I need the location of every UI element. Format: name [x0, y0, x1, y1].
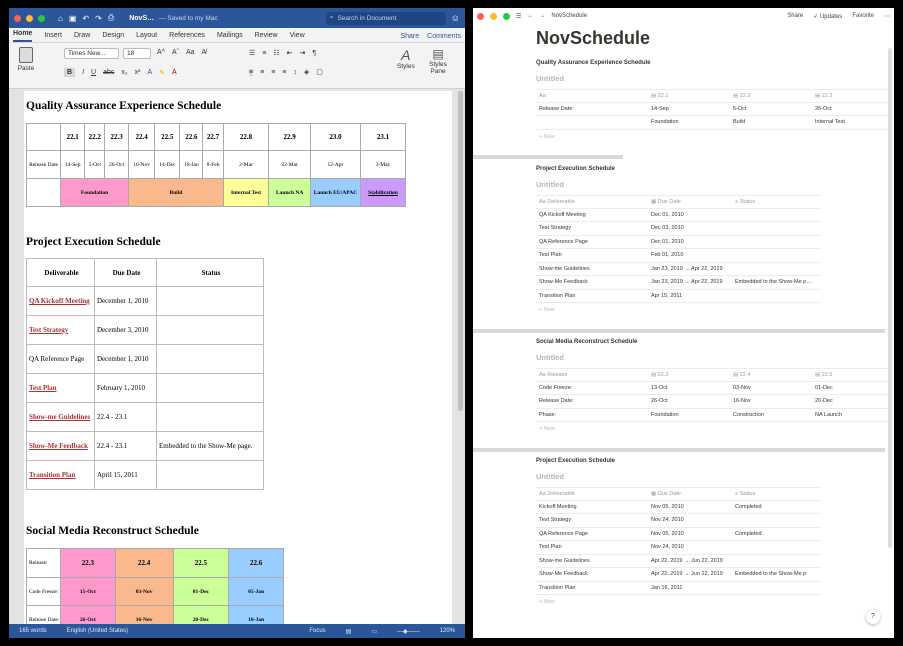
ribbon-tabs	[9, 28, 465, 43]
table-row[interactable]: Test Plan Nov 24, 2010	[536, 541, 822, 555]
shrink-font-icon[interactable]: Aˇ	[171, 49, 179, 56]
database-heading[interactable]: Project Execution Schedule	[536, 166, 616, 172]
clipboard-icon	[19, 47, 33, 63]
table-row[interactable]: Show-Me Feedback Jan 23, 2019 → Apr 22, 2019 Embedded to the Show-Me p…	[536, 276, 822, 290]
align-center-icon[interactable]: ≡	[260, 68, 265, 76]
search-document-input[interactable]: ⌕ Search in Document	[326, 12, 446, 25]
project-database	[536, 166, 890, 317]
home-ribbon	[9, 43, 465, 89]
styles-button[interactable]: A Styles	[397, 47, 415, 70]
bullets-icon[interactable]: ☰	[249, 50, 256, 57]
italic-icon[interactable]: I	[82, 69, 85, 76]
tab-draw[interactable]: Draw	[73, 32, 91, 39]
tab-view[interactable]: View	[289, 32, 305, 39]
back-icon[interactable]: ←	[527, 13, 534, 19]
align-right-icon[interactable]: ≡	[271, 68, 276, 76]
document-area[interactable]	[9, 89, 465, 624]
web-layout-icon[interactable]: ▭	[371, 628, 378, 635]
account-icon[interactable]: ☺	[450, 13, 460, 23]
phase-launch-na: Launch NA	[269, 179, 311, 207]
zoom-window-button[interactable]	[503, 13, 510, 20]
table-row[interactable]: Code Freeze: 13-Oct 03-Nov 01-Dec	[536, 382, 890, 396]
table-row[interactable]: Show-Me Feedback Apr 22, 2019 → Jun 22, 2019 Embedded to the Show-Me p	[536, 568, 822, 582]
database-title[interactable]: Untitled	[536, 180, 564, 189]
styles-icon: A	[401, 47, 411, 63]
database-heading[interactable]: Project Execution Schedule	[536, 458, 616, 464]
paste-button[interactable]: Paste	[15, 47, 37, 75]
save-icon[interactable]: ▣	[68, 13, 77, 23]
table-row[interactable]: QA Reference Page Nov 05, 2010 Completed	[536, 528, 822, 542]
table-row[interactable]: Release Date: 14-Sep 5-Oct 26-Oct	[536, 103, 890, 117]
new-row-button[interactable]: + New	[539, 426, 555, 432]
phase-internal-test: Internal Test	[223, 179, 269, 207]
deliverable-link[interactable]: Transition Plan	[29, 471, 76, 479]
qa-schedule-table: 22.1 22.2 22.3 22.4 22.5 22.6 22.7 22.8 22.9 23.0 23.1 Release Date 14-Sep 5-Oct 26-Oct 16-Nov 14-Dec 18-Jan 8-Feb 2-Mar 22-Mar 12-Apr 3-May Foundation Build Internal Test Launch NA Launch EU/APAC Stabilization	[26, 123, 406, 207]
borders-icon[interactable]: ▢	[316, 69, 323, 76]
multilevel-list-icon[interactable]: ☷	[273, 50, 280, 57]
numbering-icon[interactable]: ≡	[262, 49, 267, 57]
notion-topbar	[473, 8, 894, 24]
table-row[interactable]: Show-me Guidelines Jan 23, 2019 → Apr 22, 2019	[536, 263, 822, 277]
table-row[interactable]: Transition Plan Apr 15, 2011	[536, 290, 822, 304]
forward-icon[interactable]: →	[539, 13, 546, 19]
qa-database	[536, 60, 890, 144]
styles-pane-button[interactable]: ▤ Styles Pane	[424, 47, 452, 75]
database-title[interactable]: Untitled	[536, 472, 564, 481]
comments-button[interactable]: Comments	[427, 33, 461, 40]
document-page[interactable]	[24, 91, 452, 624]
zoom-slider[interactable]: —◆——	[397, 628, 420, 635]
updates-button[interactable]: ✓ Updates	[813, 13, 843, 20]
underline-icon[interactable]: U	[91, 69, 97, 76]
table-row: QA Kickoff Meeting December 1, 2010	[27, 287, 264, 316]
database-title[interactable]: Untitled	[536, 74, 564, 83]
redo-icon[interactable]: ↷	[95, 13, 102, 23]
table-header: Aa Deliverable ▦ Due Date ≡ Status	[536, 487, 822, 501]
table-row[interactable]: Foundation Build Internal Test	[536, 116, 890, 130]
breadcrumb[interactable]: NovSchedule	[551, 13, 588, 19]
tab-references[interactable]: References	[169, 32, 205, 39]
tab-review[interactable]: Review	[254, 32, 278, 39]
language-status[interactable]: English (United States)	[66, 628, 129, 634]
table-header: Aa ▤ 22.1 ▤ 22.2 ▤ 22.3	[536, 89, 890, 103]
print-layout-icon[interactable]: ▤	[345, 628, 352, 635]
sidebar-toggle-icon[interactable]: ☰	[516, 13, 522, 20]
increase-indent-icon[interactable]: ⇥	[299, 50, 306, 57]
word-window	[9, 8, 465, 638]
favorite-button[interactable]: Favorite	[852, 12, 874, 19]
strikethrough-icon[interactable]: abc	[103, 69, 115, 76]
table-row[interactable]: Phase: Foundation Construction NA Launch	[536, 409, 890, 423]
notion-window	[473, 8, 894, 638]
horizontal-scrollbar[interactable]	[473, 448, 885, 452]
phase-foundation: Foundation	[61, 179, 129, 207]
new-row-button[interactable]: + New	[539, 599, 555, 605]
tab-mailings[interactable]: Mailings	[216, 32, 243, 39]
deliverable-link[interactable]: Test Plan	[29, 384, 57, 392]
new-row-button[interactable]: + New	[539, 133, 555, 140]
undo-icon[interactable]: ↶	[82, 13, 90, 23]
close-window-button[interactable]	[477, 13, 484, 20]
close-window-button[interactable]	[14, 15, 21, 22]
print-icon[interactable]: ⎙	[107, 13, 115, 22]
table-row[interactable]: QA Kickoff Meeting Dec 01, 2010	[536, 209, 822, 223]
shading-icon[interactable]: ◈	[303, 69, 310, 76]
table-row[interactable]: Test Strategy Dec 03, 2010	[536, 222, 822, 236]
help-button[interactable]: ?	[866, 610, 880, 624]
font-size-select[interactable]: 18	[123, 48, 151, 59]
highlight-icon[interactable]: ✎	[159, 69, 165, 77]
page-title[interactable]: NovSchedule	[536, 28, 651, 48]
qa-schedule-heading: Quality Assurance Experience Schedule	[26, 100, 222, 112]
deliverable-link[interactable]: QA Kickoff Meeting	[29, 297, 90, 305]
document-scrollbar[interactable]	[458, 91, 463, 411]
share-button[interactable]: Share	[400, 33, 420, 40]
table-row[interactable]: Transition Plan Jan 16, 2011	[536, 582, 822, 596]
database-heading[interactable]: Social Media Reconstruct Schedule	[536, 339, 638, 345]
bold-icon[interactable]: B	[64, 68, 75, 77]
table-row[interactable]: Release Date: 26-Oct 16-Nov 20-Dec	[536, 395, 890, 409]
table-row: Test Plan February 1, 2010	[27, 374, 264, 403]
project-heading: Project Execution Schedule	[26, 236, 161, 248]
tab-design[interactable]: Design	[102, 32, 125, 39]
database-title[interactable]: Untitled	[536, 353, 564, 362]
horizontal-scrollbar[interactable]	[473, 155, 623, 159]
deliverable-link[interactable]: Show-Me Feedback	[29, 442, 88, 450]
search-icon: ⌕	[329, 14, 334, 21]
social-heading: Social Media Reconstruct Schedule	[26, 525, 199, 537]
table-header: Aa Deliverable ▦ Due Date ≡ Status	[536, 195, 822, 209]
pilcrow-icon[interactable]: ¶	[312, 49, 317, 57]
font-color-icon[interactable]: A	[171, 69, 177, 76]
table-row: Show-Me Feedback 22.4 - 23.1 Embedded to the Show-Me page.	[27, 432, 264, 461]
table-row: Test Strategy December 3, 2010	[27, 316, 264, 345]
line-spacing-icon[interactable]: ↕	[293, 68, 297, 76]
project-table: Deliverable Due Date Status QA Kickoff Meeting December 1, 2010 Test Strategy December 3, 2010 QA Reference Page December 1, 2010 Test Plan February 1, 2010 Show-me Guidelines 22.4 - 23.1 Show-Me Feedback 22.4 - 23.1 Embedded to the Show-Me page. Transition Plan April 15, 2011	[26, 258, 264, 490]
tab-home[interactable]: Home	[13, 30, 32, 42]
horizontal-scrollbar[interactable]	[473, 329, 885, 333]
table-row: QA Reference Page December 1, 2010	[27, 345, 264, 374]
database-heading[interactable]: Quality Assurance Experience Schedule	[536, 60, 651, 66]
table-row[interactable]: QA Reference Page Dec 01, 2010	[536, 236, 822, 250]
align-left-icon[interactable]: ≡	[249, 68, 254, 76]
home-icon[interactable]: ⌂	[58, 13, 63, 23]
zoom-window-button[interactable]	[38, 15, 45, 22]
page-scrollbar[interactable]	[888, 48, 892, 548]
project2-database	[536, 458, 890, 609]
tab-layout[interactable]: Layout	[136, 32, 158, 39]
font-name-select[interactable]: Times New...	[64, 48, 119, 59]
table-row: Transition Plan April 15, 2011	[27, 461, 264, 490]
word-statusbar	[9, 624, 465, 638]
phase-launch-eu: Launch EU/APAC	[310, 179, 360, 207]
clear-format-icon[interactable]: A̸	[201, 49, 207, 56]
new-row-button[interactable]: + New	[539, 307, 555, 313]
table-row[interactable]: Test Strategy Nov 24, 2010	[536, 514, 822, 528]
table-row: Show-me Guidelines 22.4 - 23.1	[27, 403, 264, 432]
minimize-window-button[interactable]	[26, 15, 33, 22]
word-count[interactable]: 165 words	[19, 628, 47, 634]
document-title: NovS…	[129, 14, 155, 22]
social-table: Release: 22.3 22.4 22.5 22.6 Code Freeze: 15-Oct 03-Nov 01-Dec 05-Jan Release Date: 26-Oct 16-Nov 20-Dec 10-Jan	[26, 548, 284, 624]
zoom-level[interactable]: 120%	[439, 628, 455, 634]
tab-insert[interactable]: Insert	[44, 32, 62, 39]
justify-icon[interactable]: ≡	[282, 68, 287, 76]
table-row[interactable]: Test Plan Feb 01, 2010	[536, 249, 822, 263]
phase-stabilization: Stabilization	[360, 179, 405, 207]
minimize-window-button[interactable]	[490, 13, 497, 20]
change-case-icon[interactable]: Aa	[185, 49, 195, 56]
text-effects-icon[interactable]: A	[147, 69, 153, 76]
focus-button[interactable]: Focus	[309, 628, 326, 634]
phase-build: Build	[129, 179, 224, 207]
styles-pane-icon: ▤	[432, 47, 444, 61]
word-titlebar	[9, 8, 465, 28]
table-row[interactable]: Kickoff Meeting Nov 05, 2010 Completed	[536, 501, 822, 515]
deliverable-link[interactable]: Test Strategy	[29, 326, 69, 334]
more-icon[interactable]: ⋯	[884, 13, 890, 20]
decrease-indent-icon[interactable]: ⇤	[286, 50, 293, 57]
share-button[interactable]: Share	[787, 12, 804, 19]
subscript-icon[interactable]: x₂	[121, 69, 128, 76]
grow-font-icon[interactable]: A^	[157, 49, 165, 56]
social-database	[536, 339, 890, 436]
saved-status: — Saved to my Mac	[159, 14, 218, 22]
table-row[interactable]: Show-me Guidelines Apr 22, 2019 → Jun 22, 2019	[536, 555, 822, 569]
deliverable-link[interactable]: Show-me Guidelines	[29, 413, 91, 421]
table-header: Aa Release ▤ 22.3 ▤ 22.4 ▤ 22.5	[536, 368, 890, 382]
superscript-icon[interactable]: x²	[134, 69, 141, 76]
